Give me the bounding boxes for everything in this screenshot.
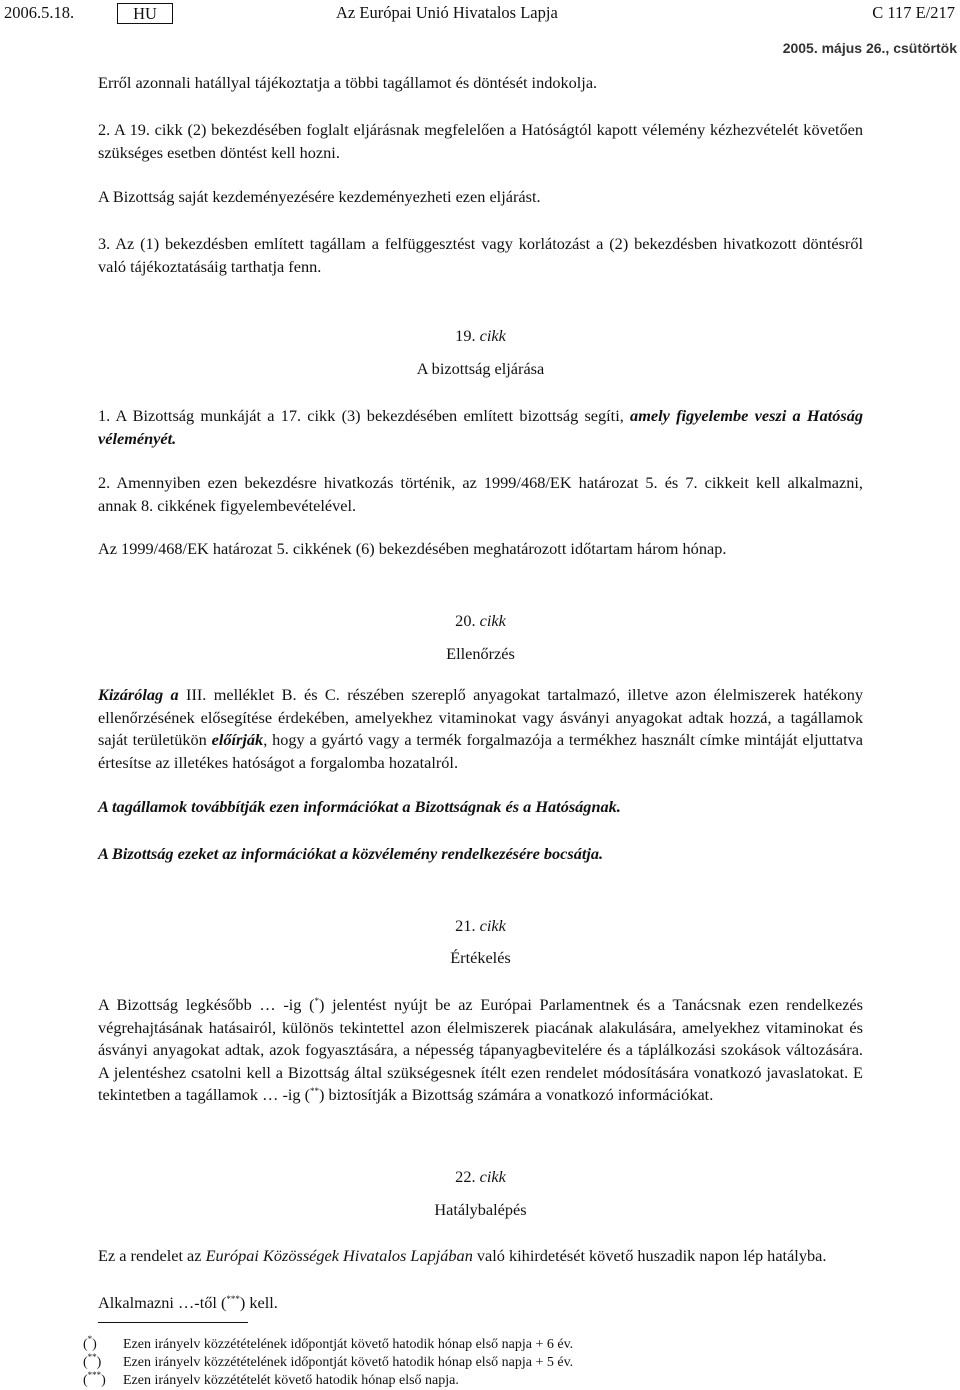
article-20-p1-text-a: III. melléklet B. és C. részében szereplő anyagokat tartalmazó, illetve azon élelmiszerek hatékony ellenőrzésének elősegítése érdekében, amelyekhez vitaminokat vagy ásványi anyagokat adtak hozzá, a tagállamok saját területükön [98, 685, 863, 749]
article-19-title: A bizottság eljárása [416, 359, 545, 378]
article-19-paragraph-3: Az 1999/468/EK határozat 5. cikkének (6) bekezdésében meghatározott időtartam három hónap. [98, 539, 727, 558]
footnote-2-text: Ezen irányelv közzétételének időpontját követő hatodik hónap első napja + 5 év. [123, 1355, 574, 1370]
footnote-3-mark: *** [87, 1370, 102, 1380]
footnote-1-mark: * [87, 1334, 93, 1344]
language-badge: HU [117, 3, 173, 24]
article-22-heading [98, 1166, 863, 1188]
journal-title: Az Európai Unió Hivatalos Lapja [336, 3, 558, 22]
article-20-paragraph-1 [98, 684, 863, 774]
official-journal-name: Európai Közösségek Hivatalos Lapjában [205, 1246, 473, 1265]
footnote-2-mark: ** [87, 1352, 97, 1362]
article-21-p1-text-b: ) jelentést nyújt be az Európai Parlamentnek és a Tanácsnak ezen rendelkezés végrehajtásának hatásairól, különös tekintettel azon élelmiszerek piacának alakulására, amelyekhez vitaminokat és ásványi anyagokat adtak, azok fogyasztására, a népesség tápanyagbevitelére és a táplálkozási szokások változására. A jelentéshez csatolni kell a Bizottság által szükségesnek ítélt ezen rendelet módosítására vonatkozó javaslatokat. E tekintetben a tagállamok … -ig ( [98, 995, 863, 1104]
article-22-title: Hatálybalépés [434, 1200, 527, 1219]
article-21-number: 21. [455, 916, 476, 935]
article-20-word: cikk [479, 611, 506, 630]
article-19-heading [98, 325, 863, 347]
paragraph-2: 2. A 19. cikk (2) bekezdésében foglalt eljárásnak megfelelően a Hatóságtól kapott vélemény kézhezvételét követően szükséges esetben döntést kell hozni. [98, 120, 863, 162]
footnote-2: (**) Ezen irányelv közzétételének időpontját követő hatodik hónap első napja + 5 év. [83, 1352, 574, 1370]
footnote-ref-1: * [314, 996, 320, 1006]
footnote-ref-2: ** [310, 1086, 320, 1096]
article-22-p2-text-a: Alkalmazni …-től ( [98, 1293, 227, 1312]
article-21-p1-text-a: A Bizottság legkésőbb … -ig ( [98, 995, 315, 1014]
article-19-number: 19. [455, 326, 476, 345]
footnote-1: (*) Ezen irányelv közzétételének időpontját követő hatodik hónap első napja + 6 év. [83, 1334, 574, 1352]
footnote-1-text: Ezen irányelv közzétételének időpontját követő hatodik hónap első napja + 6 év. [123, 1337, 574, 1352]
article-20-number: 20. [455, 611, 476, 630]
article-20-paragraph-3: A Bizottság ezeket az információkat a közvélemény rendelkezésére bocsátja. [98, 844, 604, 863]
article-19-word: cikk [479, 326, 506, 345]
article-19-p1-amendment: amely figyelembe veszi a Hatóság véleményét. [98, 406, 863, 448]
article-20-heading [98, 610, 863, 632]
footnote-3-text: Ezen irányelv közzétételét követő hatodik hónap első napja. [123, 1373, 459, 1388]
session-date-stamp: 2005. május 26., csütörtök [782, 40, 957, 56]
paragraph-intro: Erről azonnali hatállyal tájékoztatja a többi tagállamot és döntését indokolja. [98, 73, 598, 92]
article-22-p1-text-b: való kihirdetését követő huszadik napon lép hatályba. [472, 1246, 827, 1265]
article-19-p1-text: 1. A Bizottság munkáját a 17. cikk (3) bekezdésében említett bizottság segíti, [98, 406, 631, 425]
footnote-3: (***) Ezen irányelv közzétételét követő hatodik hónap első napja. [83, 1370, 459, 1388]
article-21-p1-text-c: ) biztosítják a Bizottság számára a vonatkozó információkat. [319, 1085, 714, 1104]
article-19-paragraph-1 [98, 405, 863, 450]
header-date: 2006.5.18. [4, 3, 75, 22]
article-20-paragraph-2: A tagállamok továbbítják ezen információkat a Bizottságnak és a Hatóságnak. [98, 797, 621, 816]
article-20-p1-text-b: , hogy a gyártó vagy a termék forgalmazója a termékhez használt címke mintáját eljuttatva értesítse az illetékes hatóságot a forgalomba hozatalról. [98, 730, 864, 772]
article-20-p1-amendment-b: előírják [211, 730, 264, 749]
article-22-p1-text-a: Ez a rendelet az [98, 1246, 206, 1265]
paragraph-3: 3. Az (1) bekezdésben említett tagállam a felfüggesztést vagy korlátozást a (2) bekezdésben hivatkozott döntésről való tájékoztatásáig tarthatja fenn. [98, 234, 863, 276]
footnote-ref-3: *** [226, 1294, 240, 1304]
article-22-word: cikk [479, 1167, 506, 1186]
footnote-divider [98, 1322, 248, 1323]
article-19-paragraph-2: 2. Amennyiben ezen bekezdésre hivatkozás történik, az 1999/468/EK határozat 5. és 7. cikkeit kell alkalmazni, annak 8. cikkének figyelembevételével. [98, 473, 863, 515]
article-20-title: Ellenőrzés [446, 644, 515, 663]
article-22-paragraph-2 [98, 1292, 863, 1315]
article-21-title: Értékelés [450, 948, 511, 967]
article-21-paragraph-1 [98, 994, 863, 1107]
article-22-paragraph-1 [98, 1245, 863, 1268]
article-22-number: 22. [455, 1167, 476, 1186]
article-20-p1-amendment-a: Kizárólag a [98, 685, 179, 704]
paragraph-commission-initiative: A Bizottság saját kezdeményezésére kezdeményezheti ezen eljárást. [98, 187, 541, 206]
journal-reference: C 117 E/217 [872, 3, 955, 22]
article-22-p2-text-b: ) kell. [239, 1293, 278, 1312]
article-21-word: cikk [479, 916, 506, 935]
article-21-heading [98, 915, 863, 937]
